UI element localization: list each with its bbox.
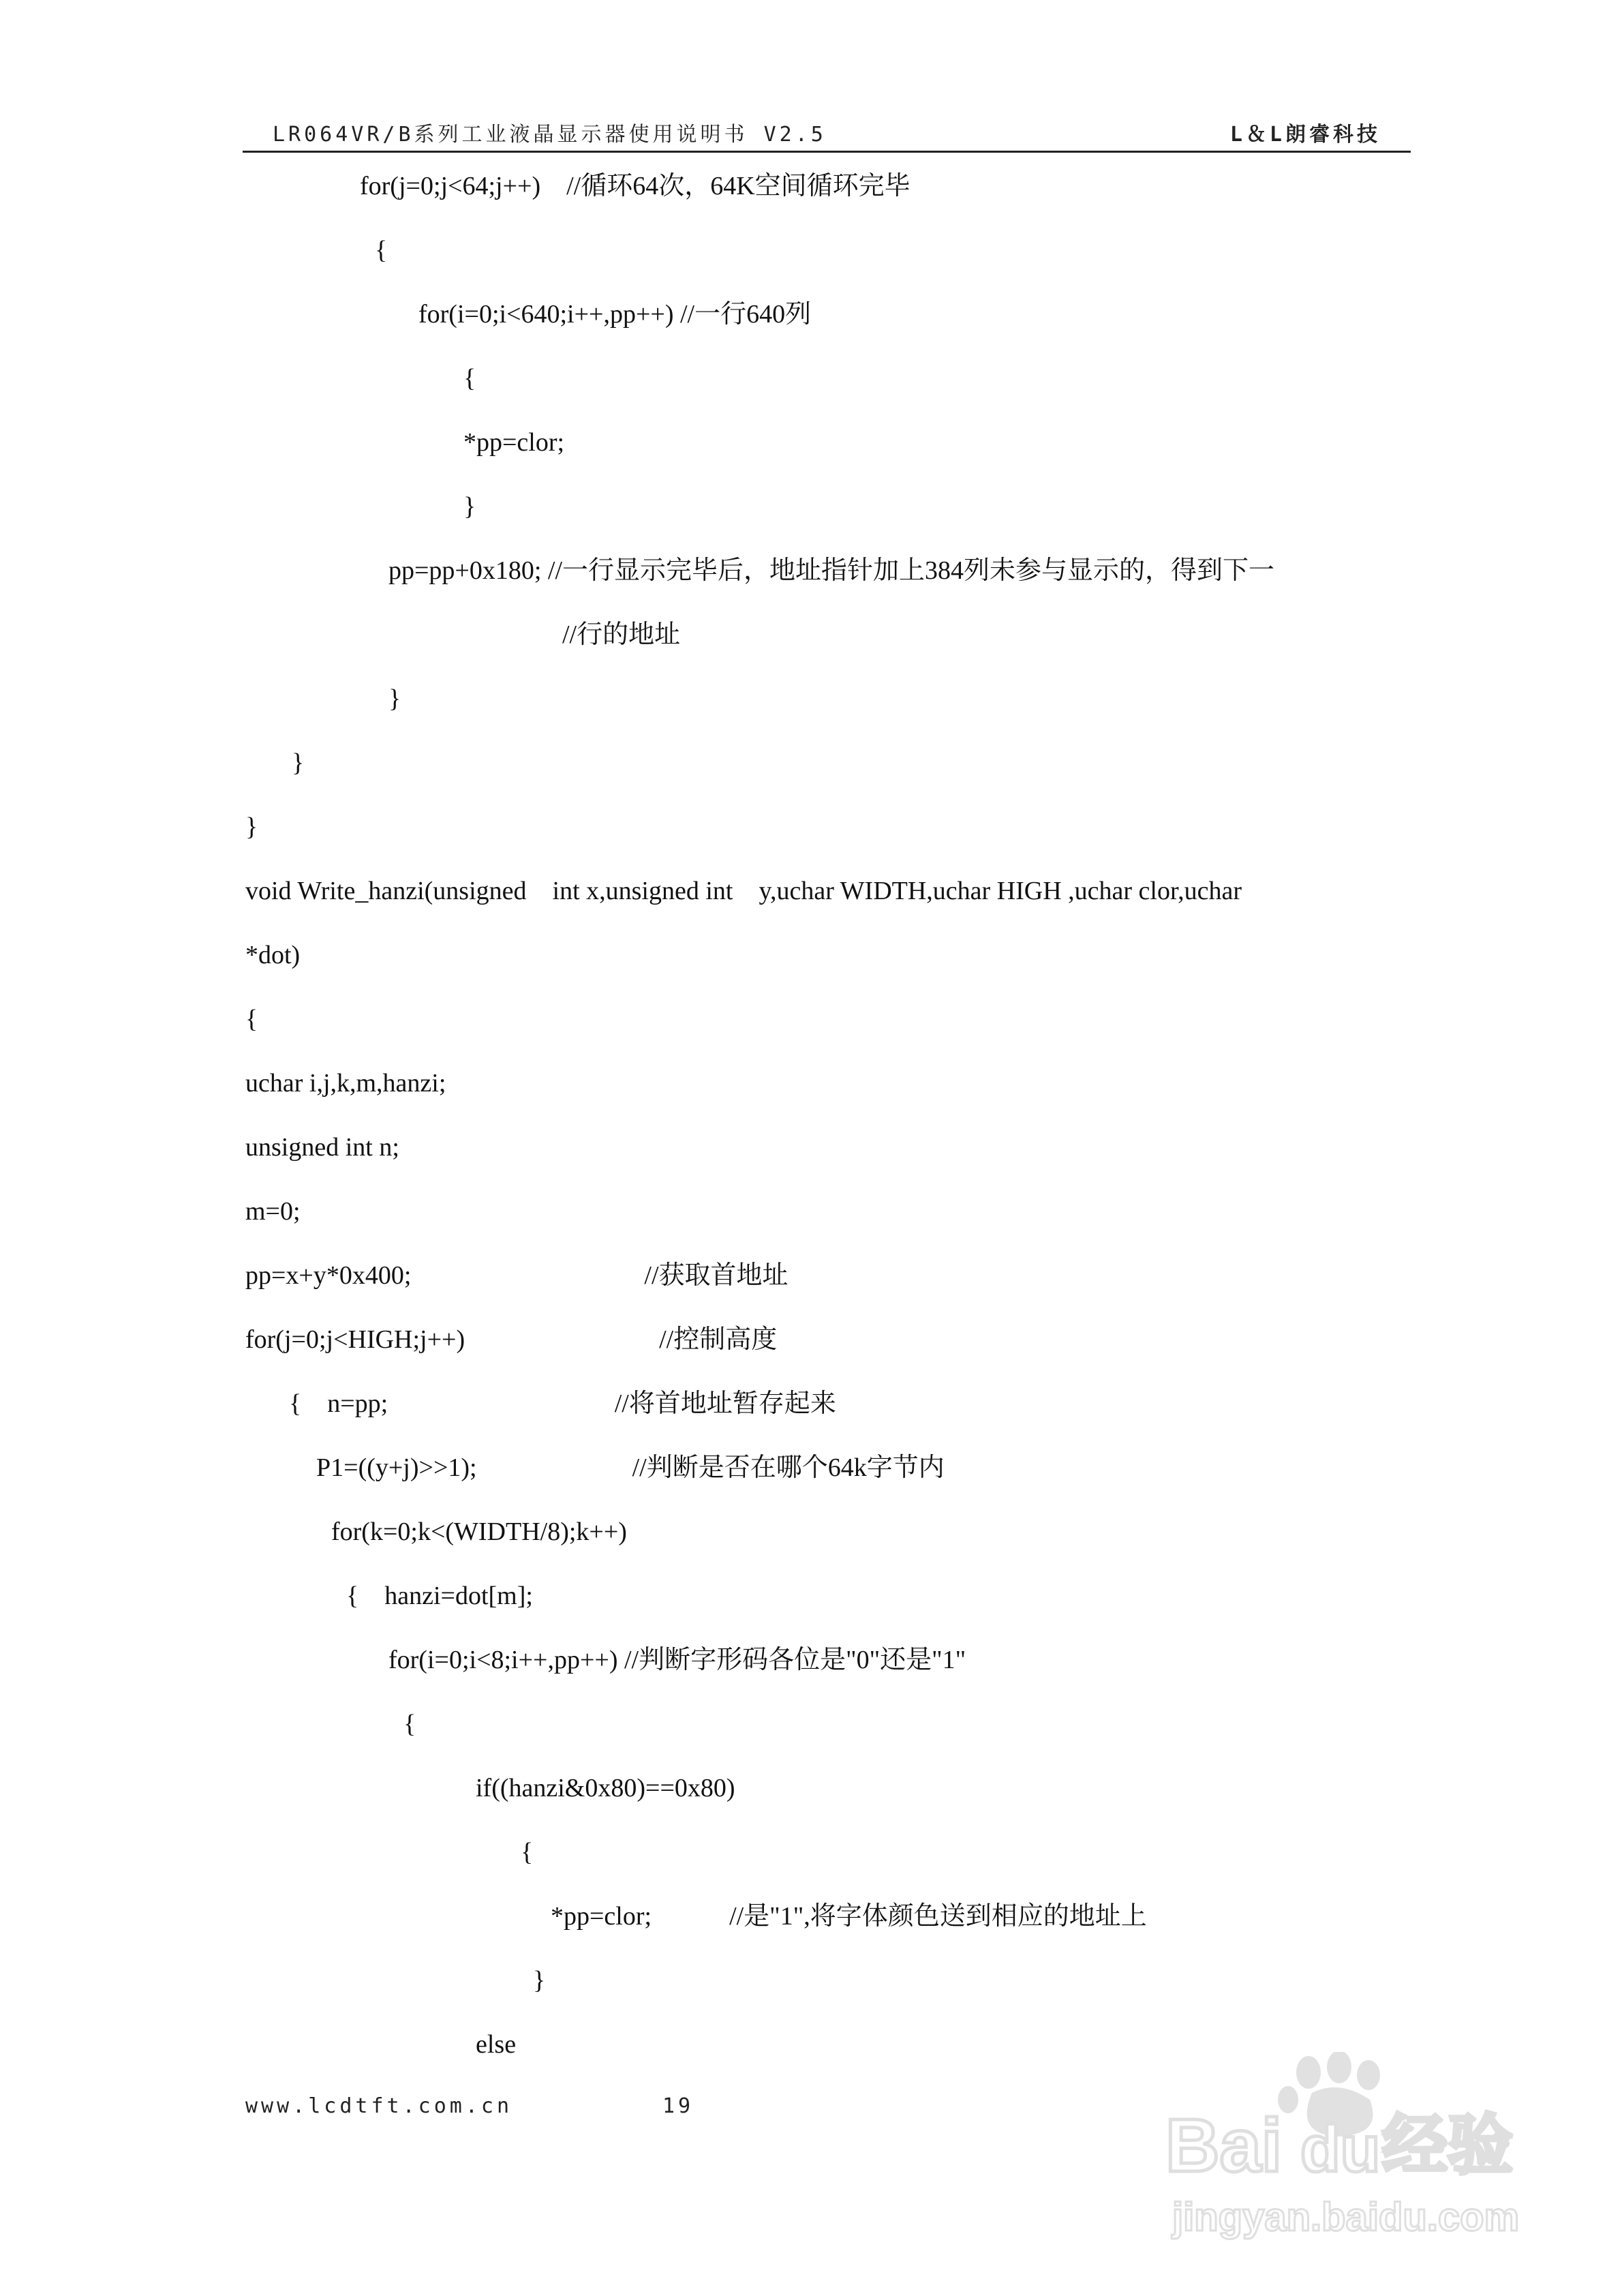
watermark-brand-paw-text: du — [1300, 2113, 1381, 2186]
code-line: if((hanzi&0x80)==0x80) — [476, 1774, 735, 1802]
code-line: } — [292, 749, 305, 777]
code-line: } — [245, 813, 258, 841]
code-line: void Write_hanzi(unsigned int x,unsigned int y,uchar WIDTH,uchar HIGH ,uchar clor,uchar — [245, 877, 1242, 905]
code-line: { — [463, 364, 476, 393]
page-number: 19 — [662, 2094, 694, 2118]
code-line: pp=x+y*0x400; //获取首地址 — [245, 1261, 789, 1290]
baidu-jingyan-watermark — [1152, 2052, 1533, 2250]
code-line: //行的地址 — [562, 620, 681, 649]
code-line: *pp=clor; — [463, 428, 565, 457]
code-line: m=0; — [245, 1197, 301, 1226]
code-line: for(i=0;i<640;i++,pp++) //一行640列 — [418, 300, 812, 329]
watermark-wordmark — [1165, 2104, 1513, 2188]
code-line: } — [463, 492, 476, 521]
code-line: { — [403, 1710, 416, 1738]
code-line: { n=pp; //将首地址暂存起来 — [289, 1389, 836, 1418]
code-line: for(i=0;i<8;i++,pp++) //判断字形码各位是"0"还是"1" — [388, 1646, 966, 1674]
code-line: *pp=clor; //是"1",将字体颜色送到相应的地址上 — [551, 1902, 1147, 1931]
code-line: } — [533, 1966, 546, 1995]
code-line: for(j=0;j<HIGH;j++) //控制高度 — [245, 1325, 778, 1354]
code-line: for(j=0;j<64;j++) //循环64次，64K空间循环完毕 — [360, 172, 911, 200]
code-line: *dot) — [245, 941, 301, 969]
code-line: uchar i,j,k,m,hanzi; — [245, 1069, 446, 1098]
page-footer — [245, 2094, 1063, 2128]
code-line: } — [388, 684, 401, 713]
watermark-brand-cjk: 经验 — [1382, 2107, 1513, 2184]
code-line: P1=((y+j)>>1); //判断是否在哪个64k字节内 — [316, 1453, 945, 1482]
page-header — [243, 115, 1411, 150]
code-line: else — [476, 2030, 517, 2059]
watermark-brand-latin: Bai — [1165, 2104, 1283, 2188]
code-line: { — [521, 1838, 534, 1867]
header-divider — [243, 151, 1411, 153]
header-company: L＆L朗睿科技 — [1229, 123, 1381, 147]
code-line: { hanzi=dot[m]; — [346, 1582, 533, 1610]
code-line: { — [375, 236, 388, 265]
code-line: { — [245, 1005, 258, 1033]
code-line: for(k=0;k<(WIDTH/8);k++) — [331, 1517, 627, 1546]
header-title: LR064VR/B系列工业液晶显示器使用说明书 V2.5 — [273, 123, 827, 147]
code-line: unsigned int n; — [245, 1133, 399, 1162]
watermark-url: jingyan.baidu.com — [1172, 2195, 1520, 2239]
footer-url: www.lcdtft.com.cn — [245, 2094, 513, 2118]
code-line: pp=pp+0x180; //一行显示完毕后，地址指针加上384列未参与显示的，得到下一 — [388, 556, 1275, 585]
